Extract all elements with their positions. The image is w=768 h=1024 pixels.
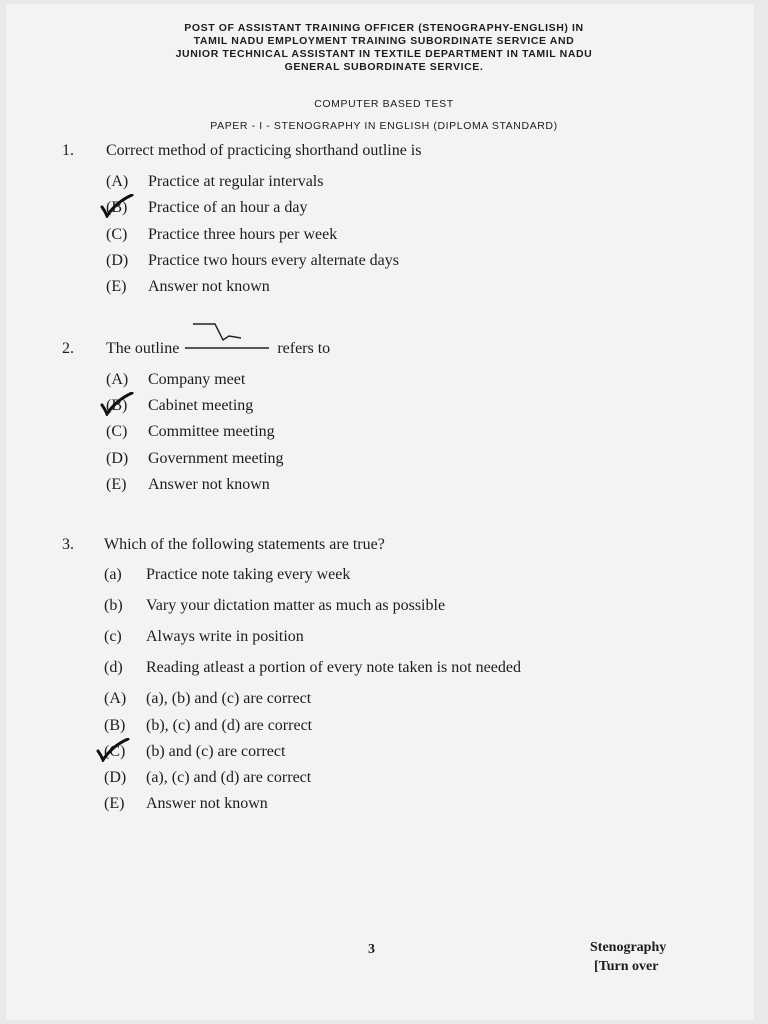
question-2-text-before: The outline (106, 340, 180, 358)
test-type: COMPUTER BASED TEST (314, 98, 454, 110)
q1-option-c[interactable] (106, 226, 337, 244)
option-label: (D) (106, 450, 129, 467)
shorthand-outline-icon (183, 340, 273, 359)
turn-over-label: [Turn over (594, 959, 659, 974)
question-2-text-after: refers to (277, 340, 331, 358)
option-text: Committee meeting (148, 423, 275, 440)
q2-option-a[interactable] (106, 371, 245, 389)
header-line: JUNIOR TECHNICAL ASSISTANT IN TEXTILE DEPARTMENT IN TAMIL NADU (175, 48, 593, 60)
statement-label: (a) (104, 566, 122, 583)
statement-text: Practice note taking every week (146, 566, 351, 583)
statement-text: Reading atleast a portion of every note taken is not needed (146, 659, 521, 676)
header-line: POST OF ASSISTANT TRAINING OFFICER (STENOGRAPHY-ENGLISH) IN (184, 22, 584, 34)
q3-option-a[interactable] (104, 690, 311, 708)
option-text: Cabinet meeting (148, 397, 254, 414)
option-text: (b) and (c) are correct (146, 743, 286, 760)
q1-option-e[interactable] (106, 278, 270, 296)
statement-text: Vary your dictation matter as much as possible (146, 597, 446, 614)
q2-option-e[interactable] (106, 476, 270, 494)
option-text: Practice at regular intervals (148, 173, 324, 190)
q3-option-d[interactable] (104, 769, 311, 787)
option-label: (B) (106, 199, 128, 216)
q3-option-e[interactable] (104, 795, 268, 813)
q1-option-d[interactable] (106, 252, 399, 270)
option-label: (A) (106, 173, 129, 190)
option-text: Answer not known (148, 278, 270, 295)
page-number: 3 (368, 942, 375, 957)
question-3-text: Which of the following statements are true? (104, 536, 385, 553)
answer-tick-mark-icon (98, 392, 136, 416)
header-line: GENERAL SUBORDINATE SERVICE. (284, 61, 484, 73)
q2-option-c[interactable] (106, 423, 275, 441)
option-text: (b), (c) and (d) are correct (146, 717, 313, 734)
q3-statement-a (104, 566, 350, 584)
statement-label: (b) (104, 597, 123, 614)
option-label: (C) (104, 743, 126, 760)
question-2-text (106, 340, 330, 359)
answer-tick-mark-icon (94, 738, 132, 762)
question-3-number: 3. (62, 536, 74, 553)
statement-label: (d) (104, 659, 123, 676)
option-label: (D) (106, 252, 129, 269)
option-label: (B) (106, 397, 128, 414)
option-label: (D) (104, 769, 127, 786)
header-line: TAMIL NADU EMPLOYMENT TRAINING SUBORDINATE SERVICE AND (193, 35, 575, 47)
q1-option-b[interactable] (106, 199, 307, 217)
option-text: (a), (c) and (d) are correct (146, 769, 312, 786)
option-text: (a), (b) and (c) are correct (146, 690, 312, 707)
option-text: Practice three hours per week (148, 226, 338, 243)
question-1-number: 1. (62, 142, 74, 159)
q1-option-a[interactable] (106, 173, 323, 191)
option-label: (B) (104, 717, 126, 734)
answer-tick-mark-icon (98, 194, 136, 218)
option-label: (C) (106, 423, 128, 440)
exam-header (0, 22, 768, 74)
option-text: Answer not known (146, 795, 268, 812)
q3-statement-b (104, 597, 445, 615)
q3-statement-d (104, 659, 521, 677)
subject-name: Stenography (590, 940, 667, 955)
option-label: (C) (106, 226, 128, 243)
q3-statement-c (104, 628, 304, 646)
q3-option-b[interactable] (104, 717, 312, 735)
option-label: (A) (106, 371, 129, 388)
option-text: Practice of an hour a day (148, 199, 308, 216)
option-text: Answer not known (148, 476, 270, 493)
question-1-text: Correct method of practicing shorthand outline is (106, 142, 422, 159)
option-label: (A) (104, 690, 127, 707)
option-label: (E) (104, 795, 125, 812)
option-text: Practice two hours every alternate days (148, 252, 400, 269)
option-label: (E) (106, 278, 127, 295)
q2-option-d[interactable] (106, 450, 284, 468)
statement-text: Always write in position (146, 628, 304, 645)
statement-label: (c) (104, 628, 122, 645)
paper-title: PAPER - I - STENOGRAPHY IN ENGLISH (DIPLOMA STANDARD) (210, 120, 558, 132)
question-2-number: 2. (62, 340, 74, 357)
option-text: Government meeting (148, 450, 284, 467)
option-text: Company meet (148, 371, 246, 388)
option-label: (E) (106, 476, 127, 493)
